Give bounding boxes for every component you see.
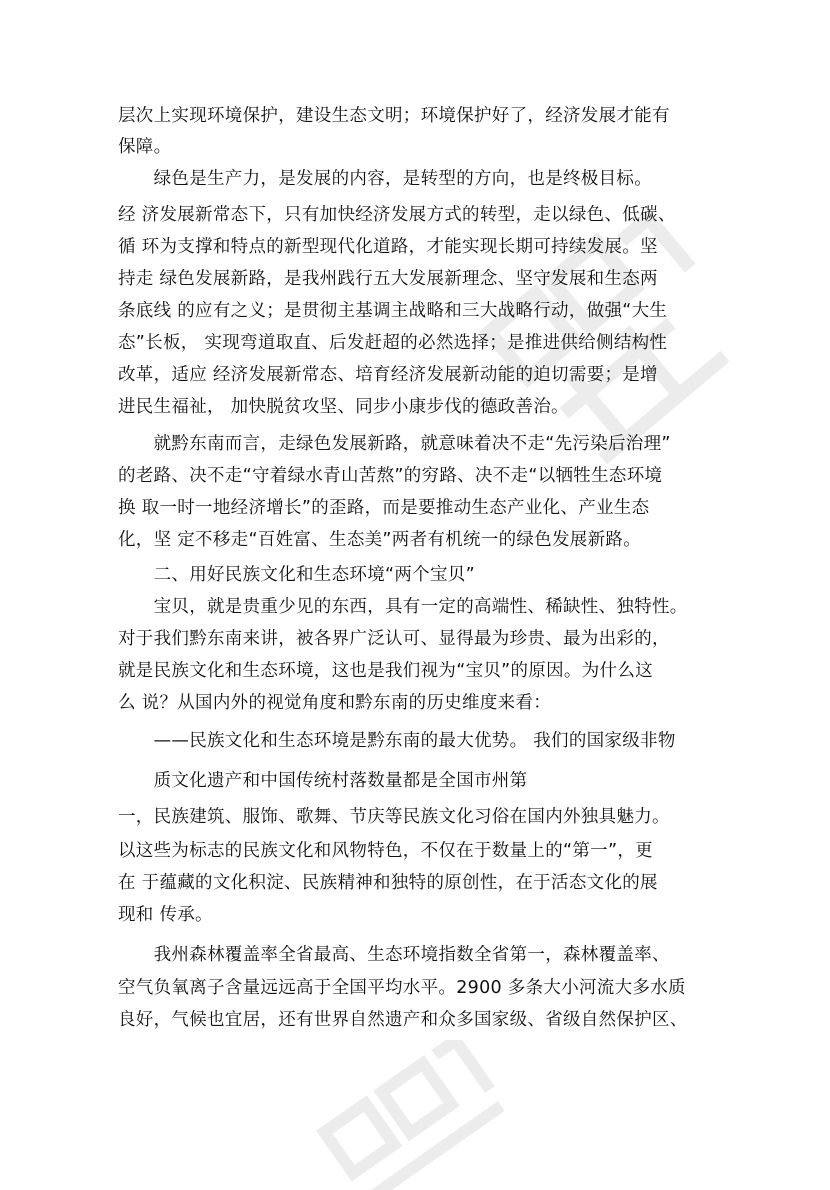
text-line: 一，民族建筑、服饰、歌舞、节庆等民族文化习俗在国内外独具魅力。 [118,807,670,827]
text-line: 换 取一时一地经济增长”的歪路，而是要推动生态产业化、产业生态 [118,498,650,518]
text-line: 进民生福祉， 加快脱贫攻坚、同步小康步伐的德政善治。 [118,397,569,417]
text-line: ——民族文化和生态环境是黔东南的最大优势。 我们的国家级非物 [118,731,676,751]
text-line: 宝贝，就是贵重少见的东西，具有一定的高端性、稀缺性、独特性。 [118,597,688,617]
text-line: 的老路、决不走“守着绿水青山苦熬”的穷路、决不走“以牺牲生态环境 [118,466,663,486]
text-line: 经 济发展新常态下，只有加快经济发展方式的转型，走以绿色、低碳、 [118,205,676,225]
text-line: 化，坚 定不移走“百姓富、生态美”两者有机统一的绿色发展新路。 [118,530,641,550]
text-line: 良好，气候也宜居，还有世界自然遗产和众多国家级、省级自然保护区、 [118,1010,688,1030]
text-line: 持走 绿色发展新路，是我州践行五大发展新理念、坚守发展和生态两 [118,269,658,289]
text-line: 质文化遗产和中国传统村落数量都是全国市州第 [118,771,528,791]
text-line: 循 环为支撑和特点的新型现代化道路，才能实现长期可持续发展。坚 [118,237,658,257]
text-line: 空气负氧离子含量远远高于全国平均水平。2900 多条大小河流大多水质 [118,978,686,998]
text-line: 改革，适应 经济发展新常态、培育经济发展新动能的迫切需要；是增 [118,365,658,385]
text-line: 保障。 [118,137,172,157]
text-line: 以这些为标志的民族文化和风物特色，不仅在于数量上的“第一”，更 [118,841,653,861]
text-line: 层次上实现环境保护，建设生态文明；环境保护好了，经济发展才能有 [118,106,670,126]
text-line: 态”长板， 实现弯道取直、后发赶超的必然选择；是推进供给侧结构性 [118,333,668,353]
text-line: 就黔东南而言，走绿色发展新路，就意味着决不走“先污染后治理” [118,434,671,454]
text-line: 就是民族文化和生态环境，这也是我们视为“宝贝”的原因。为什么这 [118,661,653,681]
text-line: 对于我们黔东南来讲，被各界广泛认可、显得最为珍贵、最为出彩的， [118,629,670,649]
section-heading: 二、用好民族文化和生态环境“两个宝贝” [118,565,475,585]
text-line: 条底线 的应有之义；是贯彻主基调主战略和三大战略行动，做强“大生 [118,301,668,321]
text-line: 现和 传承。 [118,905,213,925]
watermark-logo-icon [300,1040,520,1190]
text-line: 在 于蕴藏的文化积淀、民族精神和独特的原创性，在于活态文化的展 [118,873,658,893]
text-line: 么 说？从国内外的视觉角度和黔东南的历史维度来看： [118,693,552,713]
text-line: 我州森林覆盖率全省最高、生态环境指数全省第一，森林覆盖率、 [118,945,670,965]
text-line: 绿色是生产力，是发展的内容，是转型的方向，也是终极目标。 [118,169,652,189]
